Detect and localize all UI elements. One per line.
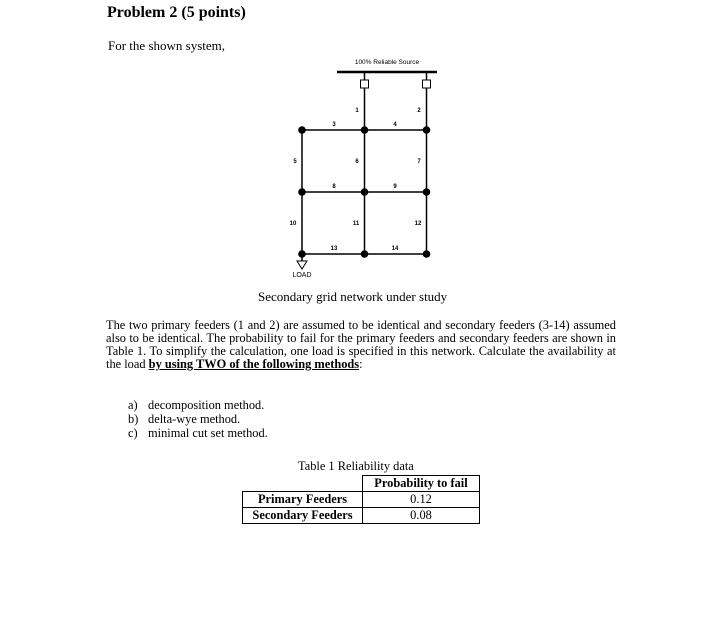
- table-row: [243, 476, 480, 492]
- node: [423, 188, 431, 196]
- table-row: [243, 492, 480, 508]
- feeder-label: 6: [355, 159, 359, 165]
- reliability-table: [242, 475, 480, 524]
- row-value: 0.12: [363, 492, 480, 508]
- feeder-label: 4: [393, 122, 397, 128]
- feeder-label: 2: [417, 108, 421, 114]
- method-text: minimal cut set method.: [148, 426, 268, 440]
- problem-description: [106, 319, 616, 371]
- node: [361, 250, 369, 258]
- row-label: Primary Feeders: [243, 492, 363, 508]
- table-blank-cell: [243, 476, 363, 492]
- feeder-label: 13: [330, 246, 338, 252]
- source-label: 100% Reliable Source: [354, 59, 420, 66]
- method-letter: b): [128, 412, 139, 426]
- method-letter: a): [128, 398, 138, 412]
- description-suffix: :: [359, 357, 363, 371]
- method-text: decomposition method.: [148, 398, 265, 412]
- node: [361, 126, 369, 134]
- load-label: LOAD: [292, 272, 312, 279]
- table-header: Probability to fail: [363, 476, 480, 492]
- node: [298, 188, 306, 196]
- problem-intro: For the shown system,: [108, 38, 225, 53]
- row-value: 0.08: [363, 508, 480, 524]
- methods-list: [128, 398, 268, 440]
- description-text: The two primary feeders (1 and 2) are assumed to be identical and secondary feeders (3-14) assumed also to be identical. The probability to fail for the primary feeders and secondary feeders are shown in Table 1. To simplify the calculation, one load is specified in this network. Calculate the availability at the load: [106, 318, 616, 371]
- row-label: Secondary Feeders: [243, 508, 363, 524]
- grid-network-diagram: [280, 50, 450, 282]
- node: [423, 126, 431, 134]
- description-emphasis: by using TWO of the following methods: [148, 357, 360, 371]
- node: [423, 250, 431, 258]
- feeder-label: 11: [352, 221, 360, 227]
- feeder-label: 1: [355, 108, 359, 114]
- list-item: [128, 412, 268, 426]
- list-item: [128, 426, 268, 440]
- diagram-caption: Secondary grid network under study: [258, 289, 448, 304]
- method-letter: c): [128, 426, 138, 440]
- breaker-icon: [423, 80, 431, 88]
- feeder-label: 7: [417, 159, 421, 165]
- feeder-label: 12: [414, 221, 422, 227]
- node: [298, 126, 306, 134]
- node: [361, 188, 369, 196]
- feeder-label: 5: [293, 159, 297, 165]
- load-arrow-icon: [297, 261, 307, 269]
- feeder-label: 3: [332, 122, 336, 128]
- problem-title: Problem 2 (5 points): [107, 4, 246, 21]
- feeder-label: 10: [289, 221, 297, 227]
- table-row: [243, 508, 480, 524]
- list-item: [128, 398, 268, 412]
- feeder-label: 8: [332, 184, 336, 190]
- method-text: delta-wye method.: [148, 412, 241, 426]
- table-title: Table 1 Reliability data: [298, 459, 414, 473]
- feeder-label: 9: [393, 184, 397, 190]
- breaker-icon: [361, 80, 369, 88]
- feeder-label: 14: [391, 246, 399, 252]
